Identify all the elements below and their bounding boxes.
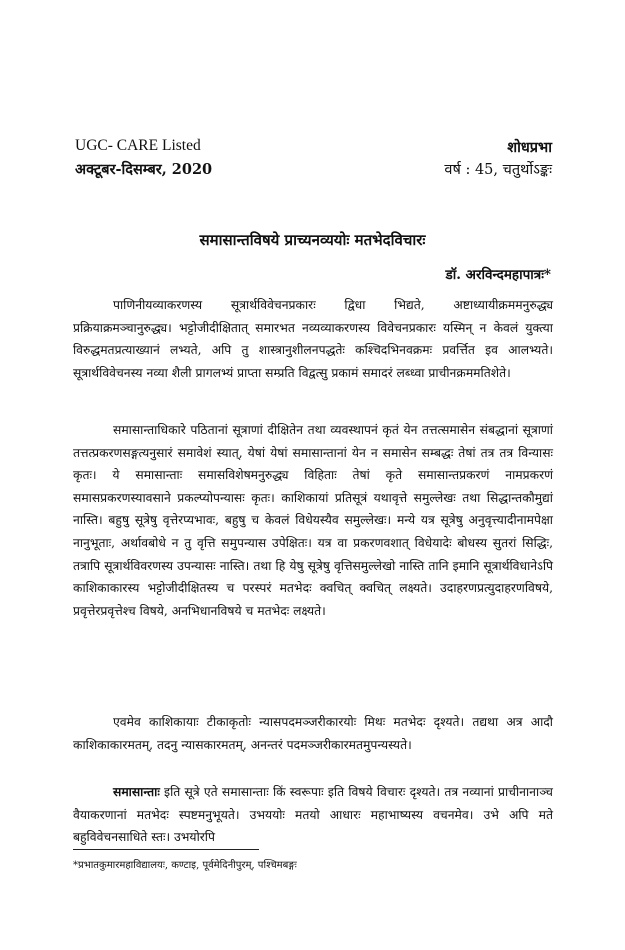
article-title: समासान्तविषये प्राच्यनव्ययोः मतभेदविचारः (199, 231, 426, 249)
paragraph-2 (73, 419, 553, 622)
issue-period: अक्टूबर-दिसम्बर, 2020 (75, 161, 213, 178)
volume-issue: वर्ष : 45, चतुर्थोऽङ्कः (444, 162, 552, 178)
article-author: डॉ. अरविन्दमहापात्रः* (445, 267, 551, 283)
paragraph-3-text: एवमेव काशिकायाः टीकाकृतोः न्यासपदमञ्जरीकारयोः मिथः मतभेदः दृश्यते। तद्यथा अत्र आदौ काशिकाकारमतम्, तदनु न्यासकारमतम्, अनन्तरं पदमञ्जरीकारमतमुपन्यस्यते। (73, 715, 553, 752)
paragraph-4-text (73, 781, 553, 849)
paragraph-4 (73, 781, 553, 849)
paragraph-4-body: इति सूत्रे एते समासान्ताः किं स्वरूपाः इति विषये विचारः दृश्यते। तत्र नव्यानां प्राचीनानाञ्च वैयाकरणानां मतभेदः स्पष्टमनुभूयते। उभययोः मतयो आधारः महाभाष्यस्य वचनमेव। उभे अपि मते बहुविवेचनसाधिते स्तः। उभयोरपि (73, 785, 553, 845)
paragraph-4-lead-term: समासान्ताः (113, 784, 160, 799)
paragraph-3 (73, 711, 553, 756)
journal-listing: UGC- CARE Listed (75, 137, 201, 154)
paragraph-2-text: समासान्ताधिकारे पठितानां सूत्राणां दीक्षितेन तथा व्यवस्थापनं कृतं येन तत्तत्समासेन संबद्धानां सूत्राणां तत्तत्प्रकरणसङ्गत्यनुसारं समावेशं स्यात्, येषां येषां समासान्तानां येन न समासेन सम्बद्धः तेषां तत्र तत्र विन्यासः कृतः। ये समासान्ताः समासविशेषमनुरुद्ध्य विहिताः तेषां कृते समासान्तप्रकरणं नामप्रकरणं समासप्रकरणस्यावसाने प्रकल्प्योपन्यासः कृतः। काशिकायां प्रतिसूत्रं यथावृत्ते समुल्लेखः तथा सिद्धान्तकौमुद्यां नास्ति। बहुषु सूत्रेषु वृत्तेरप्यभावः, बहुषु च केवलं विधेयस्यैव समुल्लेखः। मन्ये यत्र सूत्रेषु अनुवृत्त्यादीनामपेक्षा नानुभूताः, अर्थावबोधे न तु वृत्ति समुपन्यास उपेक्षितः। यत्र वा प्रकरणवशात् विधेयादेः बोधस्य सुतरां सिद्धिः, तत्रापि सूत्रार्थविवरणस्य उपन्यासः नास्ति। तथा हि येषु सूत्रेषु वृत्तिसमुल्लेखो नास्ति तानि इमानि सूत्रार्थविधानेऽपि काशिकाकारस्य भट्टोजीदीक्षितस्य च परस्परं मतभेदः क्वचित् क्वचित् लक्ष्यते। उदाहरणप्रत्युदाहरणविषये, प्रवृत्तेरप्रवृत्तेश्च विषये, अनभिधानविषये च मतभेदः लक्ष्यते। (73, 423, 553, 618)
footnote-rule (73, 849, 259, 850)
paragraph-1 (73, 294, 553, 384)
journal-name: शोधप्रभा (507, 139, 552, 156)
paragraph-1-text: पाणिनीयव्याकरणस्य सूत्रार्थविवेचनप्रकारः द्विधा भिद्यते, अष्टाध्यायीक्रममनुरुद्ध्य प्रक्रियाक्रमञ्चानुरुद्ध्य। भट्टोजीदीक्षितात् समारभत नव्यव्याकरणस्य विवेचनप्रकारः यस्मिन् न केवलं युक्त्या विरुद्धमतप्रत्याख्यानं लभ्यते, अपि तु शास्त्रानुशीलनपद्धतेः कश्चिदभिनवक्रमः प्रवर्त्तित इव आलभ्यते। सूत्रार्थविवेचनस्य नव्या शैली प्रागलभ्यं प्राप्ता सम्प्रति विद्वत्सु प्रकामं समादरं लब्ध्वा प्राचीनक्रममतिशेते। (73, 298, 553, 380)
footnote: *प्रभातकुमारमहाविद्यालयः, कण्टाइ, पूर्वमेदिनीपुरम्, पश्चिमबङ्गः (73, 860, 297, 871)
